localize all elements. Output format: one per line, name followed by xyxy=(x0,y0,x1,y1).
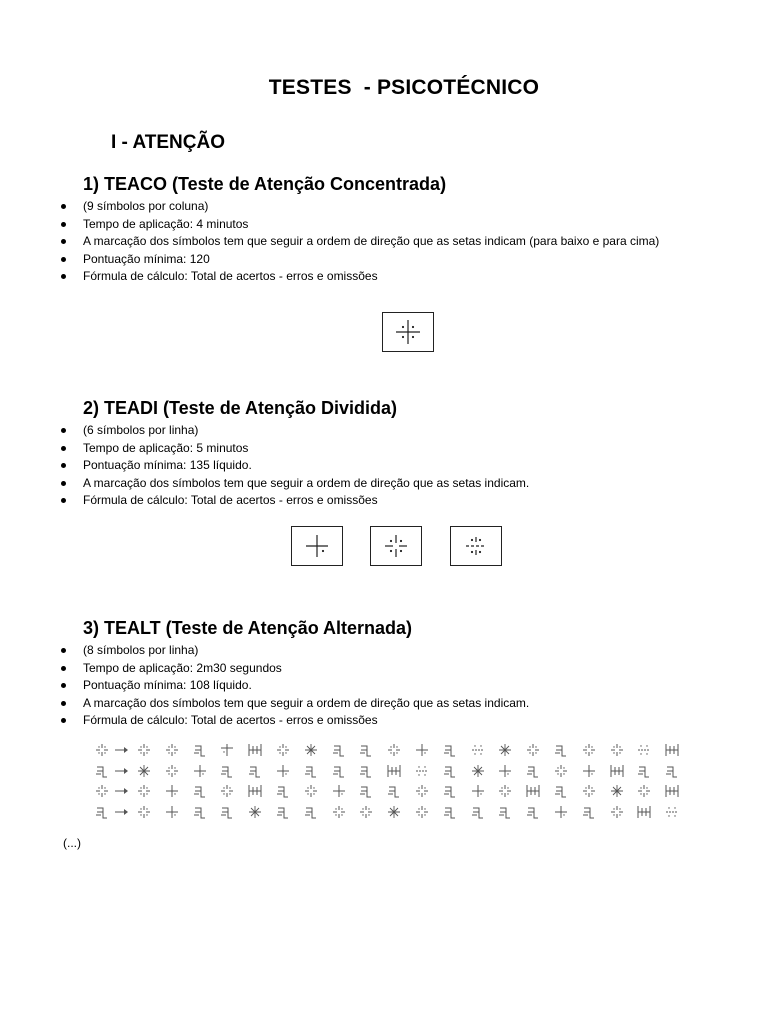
asterisk-icon xyxy=(247,804,263,822)
dotted-cross-icon xyxy=(497,783,513,801)
hook-icon xyxy=(219,804,235,822)
dotted-cross-icon xyxy=(275,742,291,760)
asterisk-icon xyxy=(386,804,402,822)
box-grid-icon xyxy=(636,804,652,822)
dotted-cross-icon xyxy=(525,742,541,760)
teadi-example-symbol-box-1 xyxy=(291,526,343,566)
symbol-grid-row xyxy=(94,763,706,781)
bullet-item: Pontuação mínima: 120 xyxy=(60,251,659,269)
hook-icon xyxy=(442,804,458,822)
bullet-item: (6 símbolos por linha) xyxy=(60,422,529,440)
dotted-cross-icon xyxy=(94,783,110,801)
symbol-grid-row xyxy=(94,783,706,801)
test-tealt-bullets xyxy=(60,642,529,730)
bullet-item: (8 símbolos por linha) xyxy=(60,642,529,660)
cross-dots-icon xyxy=(393,317,423,347)
bullet-item: (9 símbolos por coluna) xyxy=(60,198,659,216)
bullet-item: Tempo de aplicação: 5 minutos xyxy=(60,440,529,458)
dotted-cross-icon xyxy=(136,804,152,822)
dotted-cross-icon xyxy=(331,804,347,822)
hook-icon xyxy=(192,804,208,822)
hook-icon xyxy=(275,804,291,822)
cross-icon xyxy=(192,763,208,781)
box-grid-icon xyxy=(386,763,402,781)
dotted-cross-icon xyxy=(581,783,597,801)
dotted-dash-divide-icon xyxy=(461,531,491,561)
hook-icon xyxy=(525,804,541,822)
hook-icon xyxy=(664,763,680,781)
teaco-example-symbol-box xyxy=(382,312,434,352)
bullet-item: A marcação dos símbolos tem que seguir a ordem de direção que as setas indicam. xyxy=(60,695,529,713)
hook-icon xyxy=(331,742,347,760)
bullet-item: A marcação dos símbolos tem que seguir a ordem de direção que as setas indicam (para baixo e para cima) xyxy=(60,233,659,251)
hook-icon xyxy=(470,804,486,822)
hook-icon xyxy=(581,804,597,822)
hook-icon xyxy=(553,783,569,801)
test-teaco-bullets xyxy=(60,198,659,286)
dotted-cross-icon xyxy=(136,742,152,760)
arrow-icon xyxy=(114,783,130,801)
divide-icon xyxy=(414,763,430,781)
arrow-icon xyxy=(114,742,130,760)
asterisk-icon xyxy=(470,763,486,781)
symbol-grid-row xyxy=(94,742,706,760)
dotted-cross-icon xyxy=(581,742,597,760)
test-title-teadi: 2) TEADI (Teste de Atenção Dividida) xyxy=(83,398,398,418)
symbol-grid-row xyxy=(94,804,706,822)
divide-icon xyxy=(664,804,680,822)
arrow-icon xyxy=(114,804,130,822)
bullet-item: A marcação dos símbolos tem que seguir a ordem de direção que as setas indicam. xyxy=(60,475,529,493)
hook-icon xyxy=(192,783,208,801)
dotted-cross-icon xyxy=(609,804,625,822)
bullet-item: Fórmula de cálculo: Total de acertos - erros e omissões xyxy=(60,268,659,286)
test-title-teaco: 1) TEACO (Teste de Atenção Concentrada) xyxy=(83,174,447,194)
dotted-cross-icon xyxy=(136,783,152,801)
cross-icon xyxy=(581,763,597,781)
dotted-cross-icon xyxy=(358,804,374,822)
document-title: TESTES - PSICOTÉCNICO xyxy=(268,76,540,99)
hook-icon xyxy=(636,763,652,781)
hook-icon xyxy=(442,783,458,801)
continuation-ellipsis: (...) xyxy=(63,836,81,850)
dotted-cross-icon xyxy=(303,783,319,801)
hook-icon xyxy=(442,742,458,760)
dotted-cross-icon xyxy=(636,783,652,801)
divide-icon xyxy=(470,742,486,760)
arrow-icon xyxy=(114,763,130,781)
dotted-cross-icon xyxy=(414,804,430,822)
hook-icon xyxy=(553,742,569,760)
cross-icon xyxy=(275,763,291,781)
hook-icon xyxy=(303,804,319,822)
hook-icon xyxy=(94,763,110,781)
bullet-item: Pontuação mínima: 135 líquido. xyxy=(60,457,529,475)
hook-icon xyxy=(275,783,291,801)
hook-icon xyxy=(358,783,374,801)
dotted-cross-icon xyxy=(386,742,402,760)
box-grid-icon xyxy=(525,783,541,801)
hook-icon xyxy=(525,763,541,781)
cross-icon xyxy=(553,804,569,822)
cross-icon xyxy=(470,783,486,801)
cross-one-dot-icon xyxy=(302,531,332,561)
cross-icon xyxy=(497,763,513,781)
hook-icon xyxy=(386,783,402,801)
bullet-item: Fórmula de cálculo: Total de acertos - erros e omissões xyxy=(60,712,529,730)
asterisk-icon xyxy=(136,763,152,781)
hook-icon xyxy=(358,763,374,781)
tealt-symbol-grid xyxy=(94,742,706,820)
cross-icon xyxy=(414,742,430,760)
test-title-tealt: 3) TEALT (Teste de Atenção Alternada) xyxy=(83,618,413,638)
bullet-item: Pontuação mínima: 108 líquido. xyxy=(60,677,529,695)
hook-icon xyxy=(331,763,347,781)
asterisk-icon xyxy=(609,783,625,801)
dotted-cross-icon xyxy=(219,783,235,801)
asterisk-icon xyxy=(497,742,513,760)
bullet-item: Tempo de aplicação: 4 minutos xyxy=(60,216,659,234)
dotted-cross-icon xyxy=(609,742,625,760)
hook-icon xyxy=(94,804,110,822)
bullet-item: Fórmula de cálculo: Total de acertos - erros e omissões xyxy=(60,492,529,510)
cross-icon xyxy=(164,783,180,801)
test-teadi-bullets xyxy=(60,422,529,510)
asterisk-icon xyxy=(303,742,319,760)
section-heading: I - ATENÇÃO xyxy=(111,132,225,153)
hook-icon xyxy=(192,742,208,760)
hook-icon xyxy=(247,763,263,781)
box-grid-icon xyxy=(609,763,625,781)
dotted-cross-icon xyxy=(164,763,180,781)
cross-bar-icon xyxy=(219,742,235,760)
box-grid-icon xyxy=(664,742,680,760)
cross-icon xyxy=(331,783,347,801)
cross-icon xyxy=(164,804,180,822)
hook-icon xyxy=(497,804,513,822)
hook-icon xyxy=(303,763,319,781)
box-grid-icon xyxy=(247,783,263,801)
dotted-cross-icon xyxy=(414,783,430,801)
hook-icon xyxy=(442,763,458,781)
hook-icon xyxy=(358,742,374,760)
dotted-cross-icon xyxy=(553,763,569,781)
box-grid-icon xyxy=(247,742,263,760)
teadi-example-symbol-box-3 xyxy=(450,526,502,566)
hook-icon xyxy=(219,763,235,781)
box-grid-icon xyxy=(664,783,680,801)
divide-icon xyxy=(636,742,652,760)
broken-cross-dots-icon xyxy=(381,531,411,561)
teadi-example-symbol-box-2 xyxy=(370,526,422,566)
dotted-cross-icon xyxy=(94,742,110,760)
bullet-item: Tempo de aplicação: 2m30 segundos xyxy=(60,660,529,678)
dotted-cross-icon xyxy=(164,742,180,760)
